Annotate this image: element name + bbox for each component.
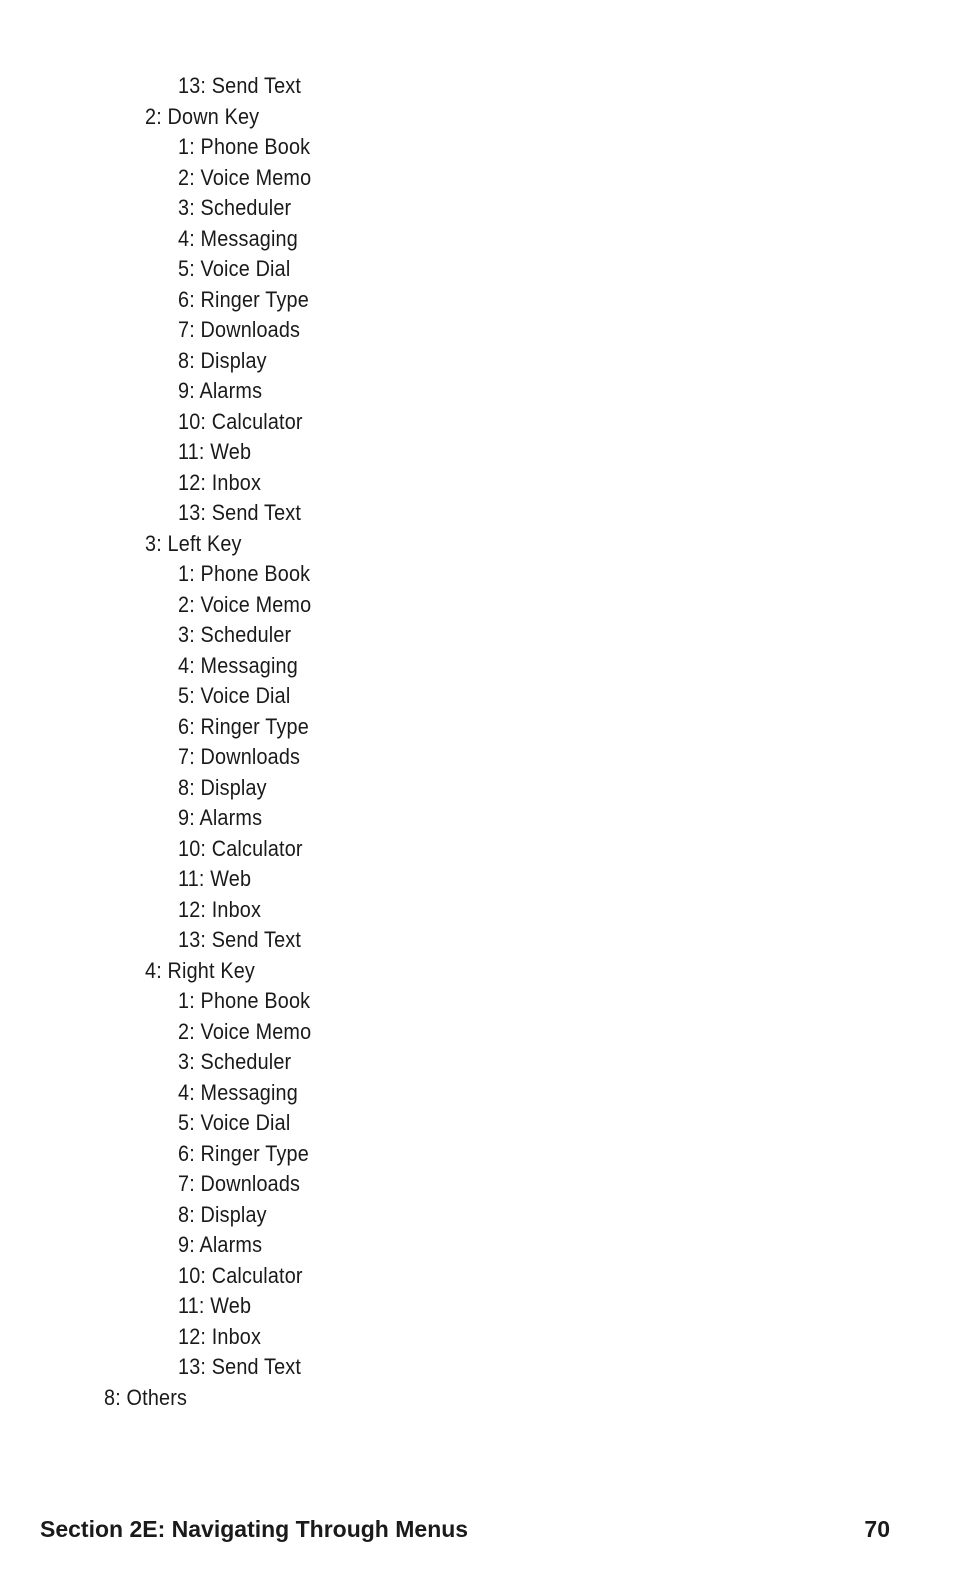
menu-subitem: 9: Alarms — [178, 1232, 263, 1257]
menu-subitem: 7: Downloads — [178, 744, 301, 769]
menu-item: 8: Others — [104, 1384, 188, 1410]
menu-subitem: 9: Alarms — [178, 805, 263, 830]
menu-subitem: 5: Voice Dial — [178, 1110, 291, 1135]
menu-subitem: 3: Scheduler — [178, 622, 292, 647]
menu-subitem: 6: Ringer Type — [178, 1140, 309, 1166]
menu-subitem: 2: Voice Memo — [178, 1018, 312, 1044]
menu-subitem: 4: Messaging — [178, 1079, 298, 1105]
menu-subitem: 12: Inbox — [178, 1323, 262, 1349]
menu-subitem: 9: Alarms — [178, 378, 263, 403]
menu-subitem: 2: Voice Memo — [178, 591, 312, 617]
menu-subitem: 3: Scheduler — [178, 195, 292, 220]
menu-subitem: 10: Calculator — [178, 835, 303, 861]
menu-item: 4: Right Key — [145, 957, 256, 983]
menu-subitem: 5: Voice Dial — [178, 683, 291, 708]
menu-subitem: 6: Ringer Type — [178, 713, 309, 739]
menu-subitem: 11: Web — [178, 866, 252, 891]
menu-subitem: 12: Inbox — [178, 896, 262, 922]
menu-subitem: 4: Messaging — [178, 225, 298, 251]
menu-subitem: 5: Voice Dial — [178, 256, 291, 281]
page-number: 70 — [864, 1516, 890, 1542]
menu-subitem: 8: Display — [178, 1201, 267, 1227]
menu-subitem: 2: Voice Memo — [178, 164, 312, 190]
menu-subitem: 6: Ringer Type — [178, 286, 309, 312]
menu-item: 2: Down Key — [145, 103, 260, 129]
menu-subitem: 10: Calculator — [178, 408, 303, 434]
menu-subitem: 4: Messaging — [178, 652, 298, 678]
menu-subitem: 7: Downloads — [178, 1171, 301, 1196]
menu-subitem: 1: Phone Book — [178, 134, 311, 159]
menu-subitem: 1: Phone Book — [178, 988, 311, 1013]
menu-subitem: 11: Web — [178, 1293, 252, 1318]
section-title: Section 2E: Navigating Through Menus — [40, 1516, 469, 1542]
menu-subitem: 10: Calculator — [178, 1262, 303, 1288]
menu-subitem: 7: Downloads — [178, 317, 301, 342]
menu-subitem: 12: Inbox — [178, 469, 262, 495]
menu-item: 3: Left Key — [145, 530, 242, 556]
page-footer — [40, 1513, 890, 1545]
menu-subitem: 3: Scheduler — [178, 1049, 292, 1074]
menu-subitem: 13: Send Text — [178, 500, 302, 525]
menu-subitem: 8: Display — [178, 774, 267, 800]
menu-subitem: 11: Web — [178, 439, 252, 464]
menu-subitem: 13: Send Text — [178, 927, 302, 952]
menu-subitem: 1: Phone Book — [178, 561, 311, 586]
menu-subitem: 13: Send Text — [178, 73, 302, 98]
menu-subitem: 13: Send Text — [178, 1354, 302, 1379]
menu-subitem: 8: Display — [178, 347, 267, 373]
